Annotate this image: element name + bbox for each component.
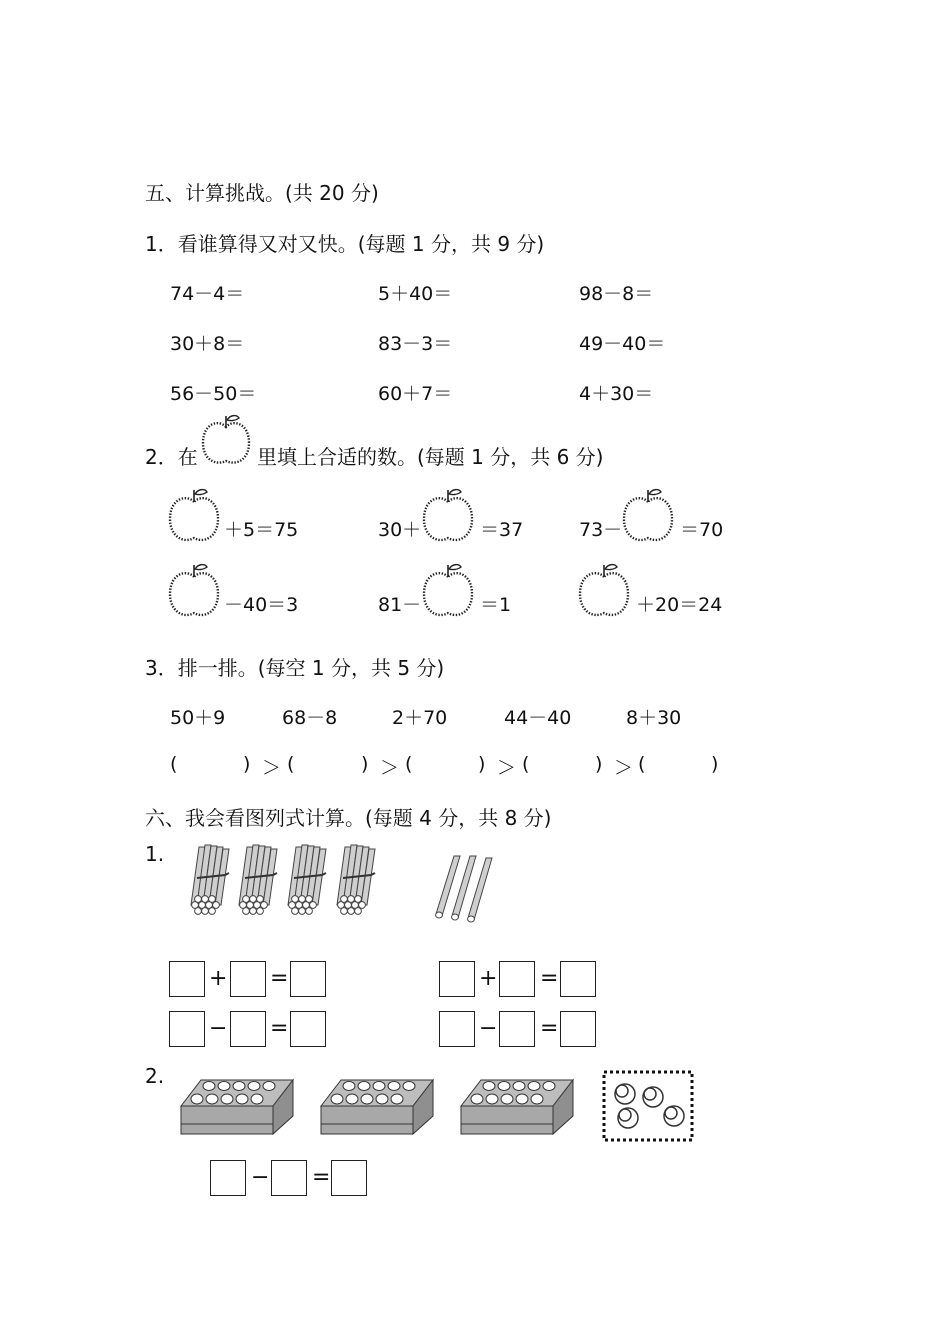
q1-item: 5＋40＝ <box>378 283 453 305</box>
apple-icon <box>621 486 675 546</box>
answer-box[interactable] <box>210 1160 246 1196</box>
q2-label-prefix: 2．在 <box>145 445 198 469</box>
order-greater-than: ＞ <box>614 757 634 779</box>
stick-bundles-image <box>185 843 385 919</box>
single-sticks-image <box>432 852 502 922</box>
answer-box[interactable] <box>290 1011 326 1047</box>
q2-label-suffix: 里填上合适的数。(每题 1 分，共 6 分) <box>257 445 604 469</box>
q2-item-after: ＝70 <box>680 519 724 541</box>
q1-item: 83－3＝ <box>378 333 453 355</box>
answer-box[interactable] <box>331 1160 367 1196</box>
minus-sign: − <box>251 1165 270 1190</box>
order-paren-open: ( <box>405 753 413 775</box>
q3-expression: 50＋9 <box>170 707 226 729</box>
q2-item-after: ＋20＝24 <box>636 594 723 616</box>
q1-item: 60＋7＝ <box>378 383 453 405</box>
egg-tray-image <box>179 1078 295 1136</box>
q2-item-before: 30＋ <box>378 519 422 541</box>
answer-box[interactable] <box>439 961 475 997</box>
q2-item-after: －40＝3 <box>224 594 299 616</box>
equals-sign: = <box>270 966 289 991</box>
q1-item: 56－50＝ <box>170 383 257 405</box>
order-greater-than: ＞ <box>497 757 517 779</box>
order-paren-close: ) <box>595 753 603 775</box>
order-greater-than: ＞ <box>262 757 282 779</box>
answer-box[interactable] <box>230 1011 266 1047</box>
apple-icon <box>167 486 221 546</box>
apple-icon <box>421 486 475 546</box>
q1-label: 1．看谁算得又对又快。(每题 1 分，共 9 分) <box>145 232 545 256</box>
order-paren-close: ) <box>478 753 486 775</box>
q2-item-before: 73－ <box>579 519 623 541</box>
plus-sign: + <box>209 966 228 991</box>
equals-sign: = <box>540 966 559 991</box>
apple-icon <box>577 561 631 621</box>
q2-item-after: ＋5＝75 <box>224 519 299 541</box>
apple-icon <box>421 561 475 621</box>
minus-sign: − <box>209 1016 228 1041</box>
answer-box[interactable] <box>271 1160 307 1196</box>
minus-sign: − <box>479 1016 498 1041</box>
q2-item-after: ＝1 <box>480 594 512 616</box>
answer-box[interactable] <box>499 1011 535 1047</box>
order-paren-close: ) <box>243 753 251 775</box>
egg-tray-image <box>459 1078 575 1136</box>
answer-box[interactable] <box>169 961 205 997</box>
order-paren-close: ) <box>361 753 369 775</box>
q3-expression: 2＋70 <box>392 707 448 729</box>
answer-box[interactable] <box>499 961 535 997</box>
equals-sign: = <box>312 1165 331 1190</box>
s6-q1-label: 1. <box>145 842 165 866</box>
q1-item: 4＋30＝ <box>579 383 654 405</box>
q3-label: 3．排一排。(每空 1 分，共 5 分) <box>145 656 445 680</box>
loose-eggs-image <box>602 1070 694 1142</box>
q3-expression: 44－40 <box>504 707 572 729</box>
answer-box[interactable] <box>169 1011 205 1047</box>
s6-q2-label: 2. <box>145 1064 165 1088</box>
order-paren-open: ( <box>287 753 295 775</box>
q2-item-before: 81－ <box>378 594 422 616</box>
egg-tray-image <box>319 1078 435 1136</box>
q3-expression: 8＋30 <box>626 707 682 729</box>
apple-icon <box>167 561 221 621</box>
q1-item: 30＋8＝ <box>170 333 245 355</box>
q1-item: 74－4＝ <box>170 283 245 305</box>
answer-box[interactable] <box>439 1011 475 1047</box>
q2-item-after: ＝37 <box>480 519 524 541</box>
order-paren-open: ( <box>170 753 178 775</box>
plus-sign: + <box>479 966 498 991</box>
q1-item: 49－40＝ <box>579 333 666 355</box>
q1-item: 98－8＝ <box>579 283 654 305</box>
section-6-title: 六、我会看图列式计算。(每题 4 分，共 8 分) <box>145 806 552 830</box>
order-paren-open: ( <box>522 753 530 775</box>
answer-box[interactable] <box>290 961 326 997</box>
section-5-title: 五、计算挑战。(共 20 分) <box>145 181 379 205</box>
answer-box[interactable] <box>230 961 266 997</box>
order-paren-open: ( <box>638 753 646 775</box>
answer-box[interactable] <box>560 1011 596 1047</box>
order-paren-close: ) <box>711 753 719 775</box>
q3-expression: 68－8 <box>282 707 338 729</box>
order-greater-than: ＞ <box>380 757 400 779</box>
equals-sign: = <box>540 1016 559 1041</box>
equals-sign: = <box>270 1016 289 1041</box>
answer-box[interactable] <box>560 961 596 997</box>
apple-icon <box>199 413 253 469</box>
